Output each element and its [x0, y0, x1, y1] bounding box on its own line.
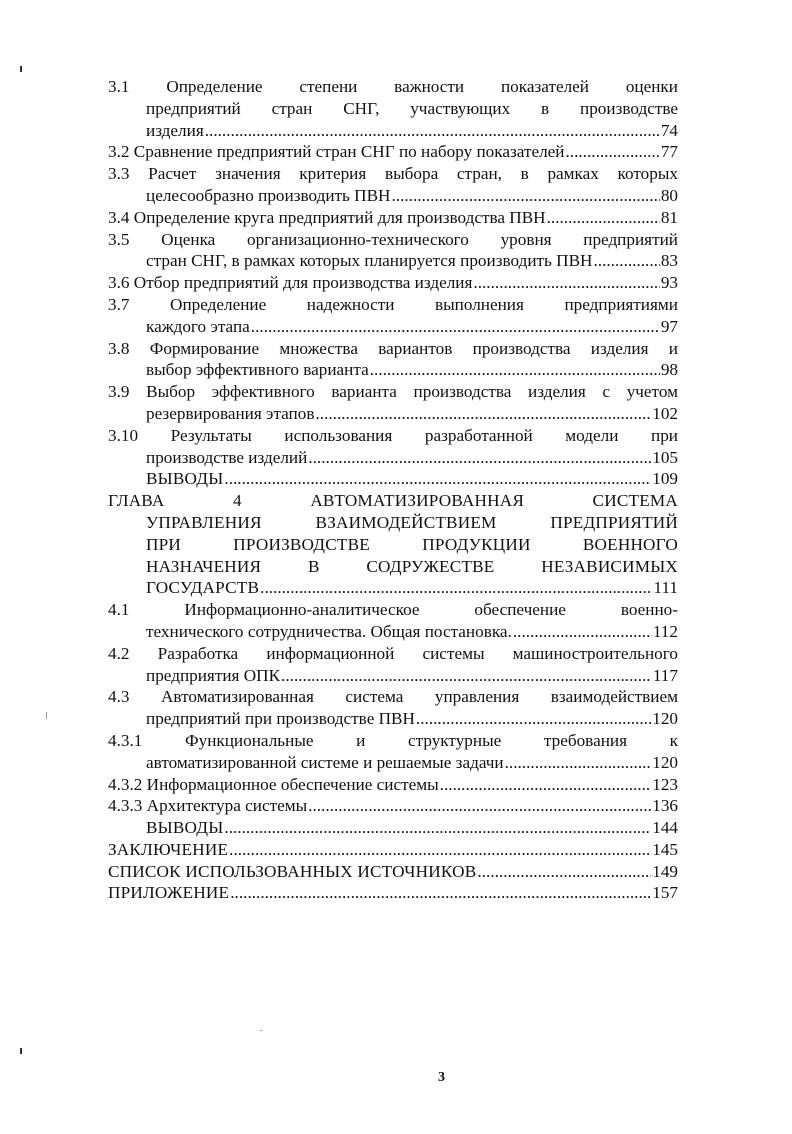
toc-entry-text: ВЫВОДЫ: [146, 469, 224, 489]
toc-entry-chapter4-conclusions[interactable]: [108, 817, 678, 839]
dot-leader: [315, 403, 651, 425]
toc-entry-3-5[interactable]: [108, 229, 678, 273]
toc-entry-text: 4.3.3 Архитектура системы: [108, 796, 308, 816]
dot-leader: [440, 774, 652, 796]
toc-entry-text: 3.9 Выбор эффективного варианта производства изделия с учетом: [108, 382, 678, 402]
dot-leader: [308, 795, 651, 817]
dot-leader: [473, 272, 659, 294]
toc-page-number: 145: [652, 839, 678, 859]
dot-leader: [505, 752, 652, 774]
toc-entry-text: 3.6 Отбор предприятий для производства изделия: [108, 273, 473, 293]
dot-leader: [513, 621, 652, 643]
toc-entry-4-3-2[interactable]: [108, 774, 678, 796]
toc-page-number: 74: [660, 120, 678, 140]
toc-entry-text: 3.2 Сравнение предприятий стран СНГ по набору показателей: [108, 142, 565, 162]
toc-entry-text: 3.5 Оценка организационно-технического уровня предприятий: [108, 229, 678, 249]
toc-entry-appendix[interactable]: [108, 882, 678, 904]
dot-leader: [251, 316, 660, 338]
dot-leader: [593, 250, 659, 272]
toc-entry-text: автоматизированной системе и решаемые задачи: [146, 752, 504, 772]
scan-speck: [260, 1030, 262, 1031]
toc-entry-text: 3.1 Определение степени важности показателей оценки: [108, 77, 678, 96]
toc-entry-text: 3.8 Формирование множества вариантов производства изделия и: [108, 338, 678, 358]
toc-entry-text: 3.3 Расчет значения критерия выбора стран, в рамках которых: [108, 164, 678, 184]
toc-entry-3-10[interactable]: [108, 425, 678, 469]
toc-page-number: 120: [652, 709, 678, 729]
toc-entry-text: УПРАВЛЕНИЯ ВЗАИМОДЕЙСТВИЕМ ПРЕДПРИЯТИЙ: [146, 512, 678, 532]
toc-entry-text: производстве изделий: [146, 447, 308, 467]
toc-entry-text: предприятия ОПК: [146, 665, 281, 685]
dot-leader: [477, 861, 651, 883]
toc-entry-4-3-3[interactable]: [108, 795, 678, 817]
toc-entry-text: каждого этапа: [146, 316, 250, 336]
toc-page-number: 80: [660, 185, 678, 205]
scan-speck: [20, 66, 22, 72]
toc-entry-text: 4.3.2 Информационное обеспечение системы: [108, 774, 439, 794]
toc-page-number: 112: [652, 621, 678, 641]
toc-page-number: 123: [652, 774, 678, 794]
toc-entry-text: предприятий при производстве ПВН: [146, 709, 415, 729]
table-of-contents: [108, 76, 678, 904]
toc-entry-text: резервирования этапов: [146, 403, 315, 423]
toc-page-number: 83: [660, 251, 678, 271]
toc-entry-4-3[interactable]: [108, 686, 678, 730]
toc-entry-text: 4.1 Информационно-аналитическое обеспечение военно-: [108, 600, 678, 620]
toc-entry-text: ЗАКЛЮЧЕНИЕ: [108, 839, 229, 859]
toc-page-number: 117: [652, 665, 678, 685]
toc-page-number: 81: [660, 207, 678, 227]
toc-entry-text: изделия: [146, 120, 204, 140]
dot-leader: [308, 447, 651, 469]
toc-entry-3-8[interactable]: [108, 338, 678, 382]
toc-entry-text: ПРИ ПРОИЗВОДСТВЕ ПРОДУКЦИИ ВОЕННОГО: [146, 534, 678, 554]
toc-entry-text: ГОСУДАРСТВ: [146, 578, 260, 598]
toc-entry-3-9[interactable]: [108, 381, 678, 425]
toc-entry-text: выбор эффективного варианта: [146, 360, 369, 380]
toc-entry-text: 4.3 Автоматизированная система управления взаимодействием: [108, 687, 678, 707]
dot-leader: [205, 120, 660, 142]
page-number: 3: [438, 1070, 445, 1085]
toc-entry-4-1[interactable]: [108, 599, 678, 643]
toc-entry-3-6[interactable]: [108, 272, 678, 294]
toc-entry-3-2[interactable]: [108, 141, 678, 163]
toc-page-number: 98: [660, 360, 678, 380]
toc-entry-references[interactable]: [108, 861, 678, 883]
toc-entry-chapter3-conclusions[interactable]: [108, 468, 678, 490]
scan-speck: [20, 1048, 22, 1054]
dot-leader: [229, 839, 651, 861]
toc-page-number: 105: [652, 447, 678, 467]
toc-page-number: 111: [653, 578, 678, 598]
toc-entry-text: 4.3.1 Функциональные и структурные требования к: [108, 730, 678, 750]
dot-leader: [416, 708, 651, 730]
toc-entry-text: технического сотрудничества. Общая постановка.: [146, 621, 512, 641]
toc-page-number: 144: [652, 818, 678, 838]
toc-page-number: 102: [652, 403, 678, 423]
toc-entry-text: НАЗНАЧЕНИЯ В СОДРУЖЕСТВЕ НЕЗАВИСИМЫХ: [146, 556, 678, 576]
dot-leader: [547, 207, 660, 229]
dot-leader: [224, 468, 651, 490]
toc-page-number: 77: [660, 142, 678, 162]
toc-entry-conclusion[interactable]: [108, 839, 678, 861]
toc-entry-text: 3.7 Определение надежности выполнения предприятиями: [108, 294, 678, 314]
toc-entry-4-2[interactable]: [108, 643, 678, 687]
toc-entry-text: предприятий стран СНГ, участвующих в производстве: [146, 98, 678, 118]
toc-entry-3-3[interactable]: [108, 163, 678, 207]
dot-leader: [224, 817, 651, 839]
toc-entry-text: целесообразно производить ПВН: [146, 185, 391, 205]
dot-leader: [230, 882, 651, 904]
toc-entry-chapter-4[interactable]: [108, 490, 678, 599]
toc-entry-text: ГЛАВА 4 АВТОМАТИЗИРОВАННАЯ СИСТЕМА: [108, 491, 678, 511]
toc-entry-text: 4.2 Разработка информационной системы машиностроительного: [108, 643, 678, 663]
toc-entry-3-7[interactable]: [108, 294, 678, 338]
toc-page-number: 136: [652, 796, 678, 816]
dot-leader: [260, 577, 652, 599]
toc-page-number: 97: [660, 316, 678, 336]
toc-entry-text: СПИСОК ИСПОЛЬЗОВАННЫХ ИСТОЧНИКОВ: [108, 861, 477, 881]
dot-leader: [281, 665, 652, 687]
toc-page-number: 120: [652, 752, 678, 772]
toc-page-number: 109: [652, 469, 678, 489]
dot-leader: [565, 141, 659, 163]
toc-page-number: 93: [660, 273, 678, 293]
dot-leader: [391, 185, 659, 207]
toc-entry-text: ПРИЛОЖЕНИЕ: [108, 883, 230, 903]
toc-page-number: 149: [652, 861, 678, 881]
toc-entry-text: стран СНГ, в рамках которых планируется производить ПВН: [146, 251, 593, 271]
toc-entry-text: ВЫВОДЫ: [146, 818, 224, 838]
toc-entry-4-3-1[interactable]: [108, 730, 678, 774]
toc-entry-text: 3.10 Результаты использования разработанной модели при: [108, 425, 678, 445]
scan-speck: [46, 712, 47, 719]
dot-leader: [370, 359, 660, 381]
toc-entry-text: 3.4 Определение круга предприятий для производства ПВН: [108, 207, 546, 227]
toc-page-number: 157: [652, 883, 678, 903]
toc-entry-3-1[interactable]: [108, 76, 678, 141]
toc-entry-3-4[interactable]: [108, 207, 678, 229]
